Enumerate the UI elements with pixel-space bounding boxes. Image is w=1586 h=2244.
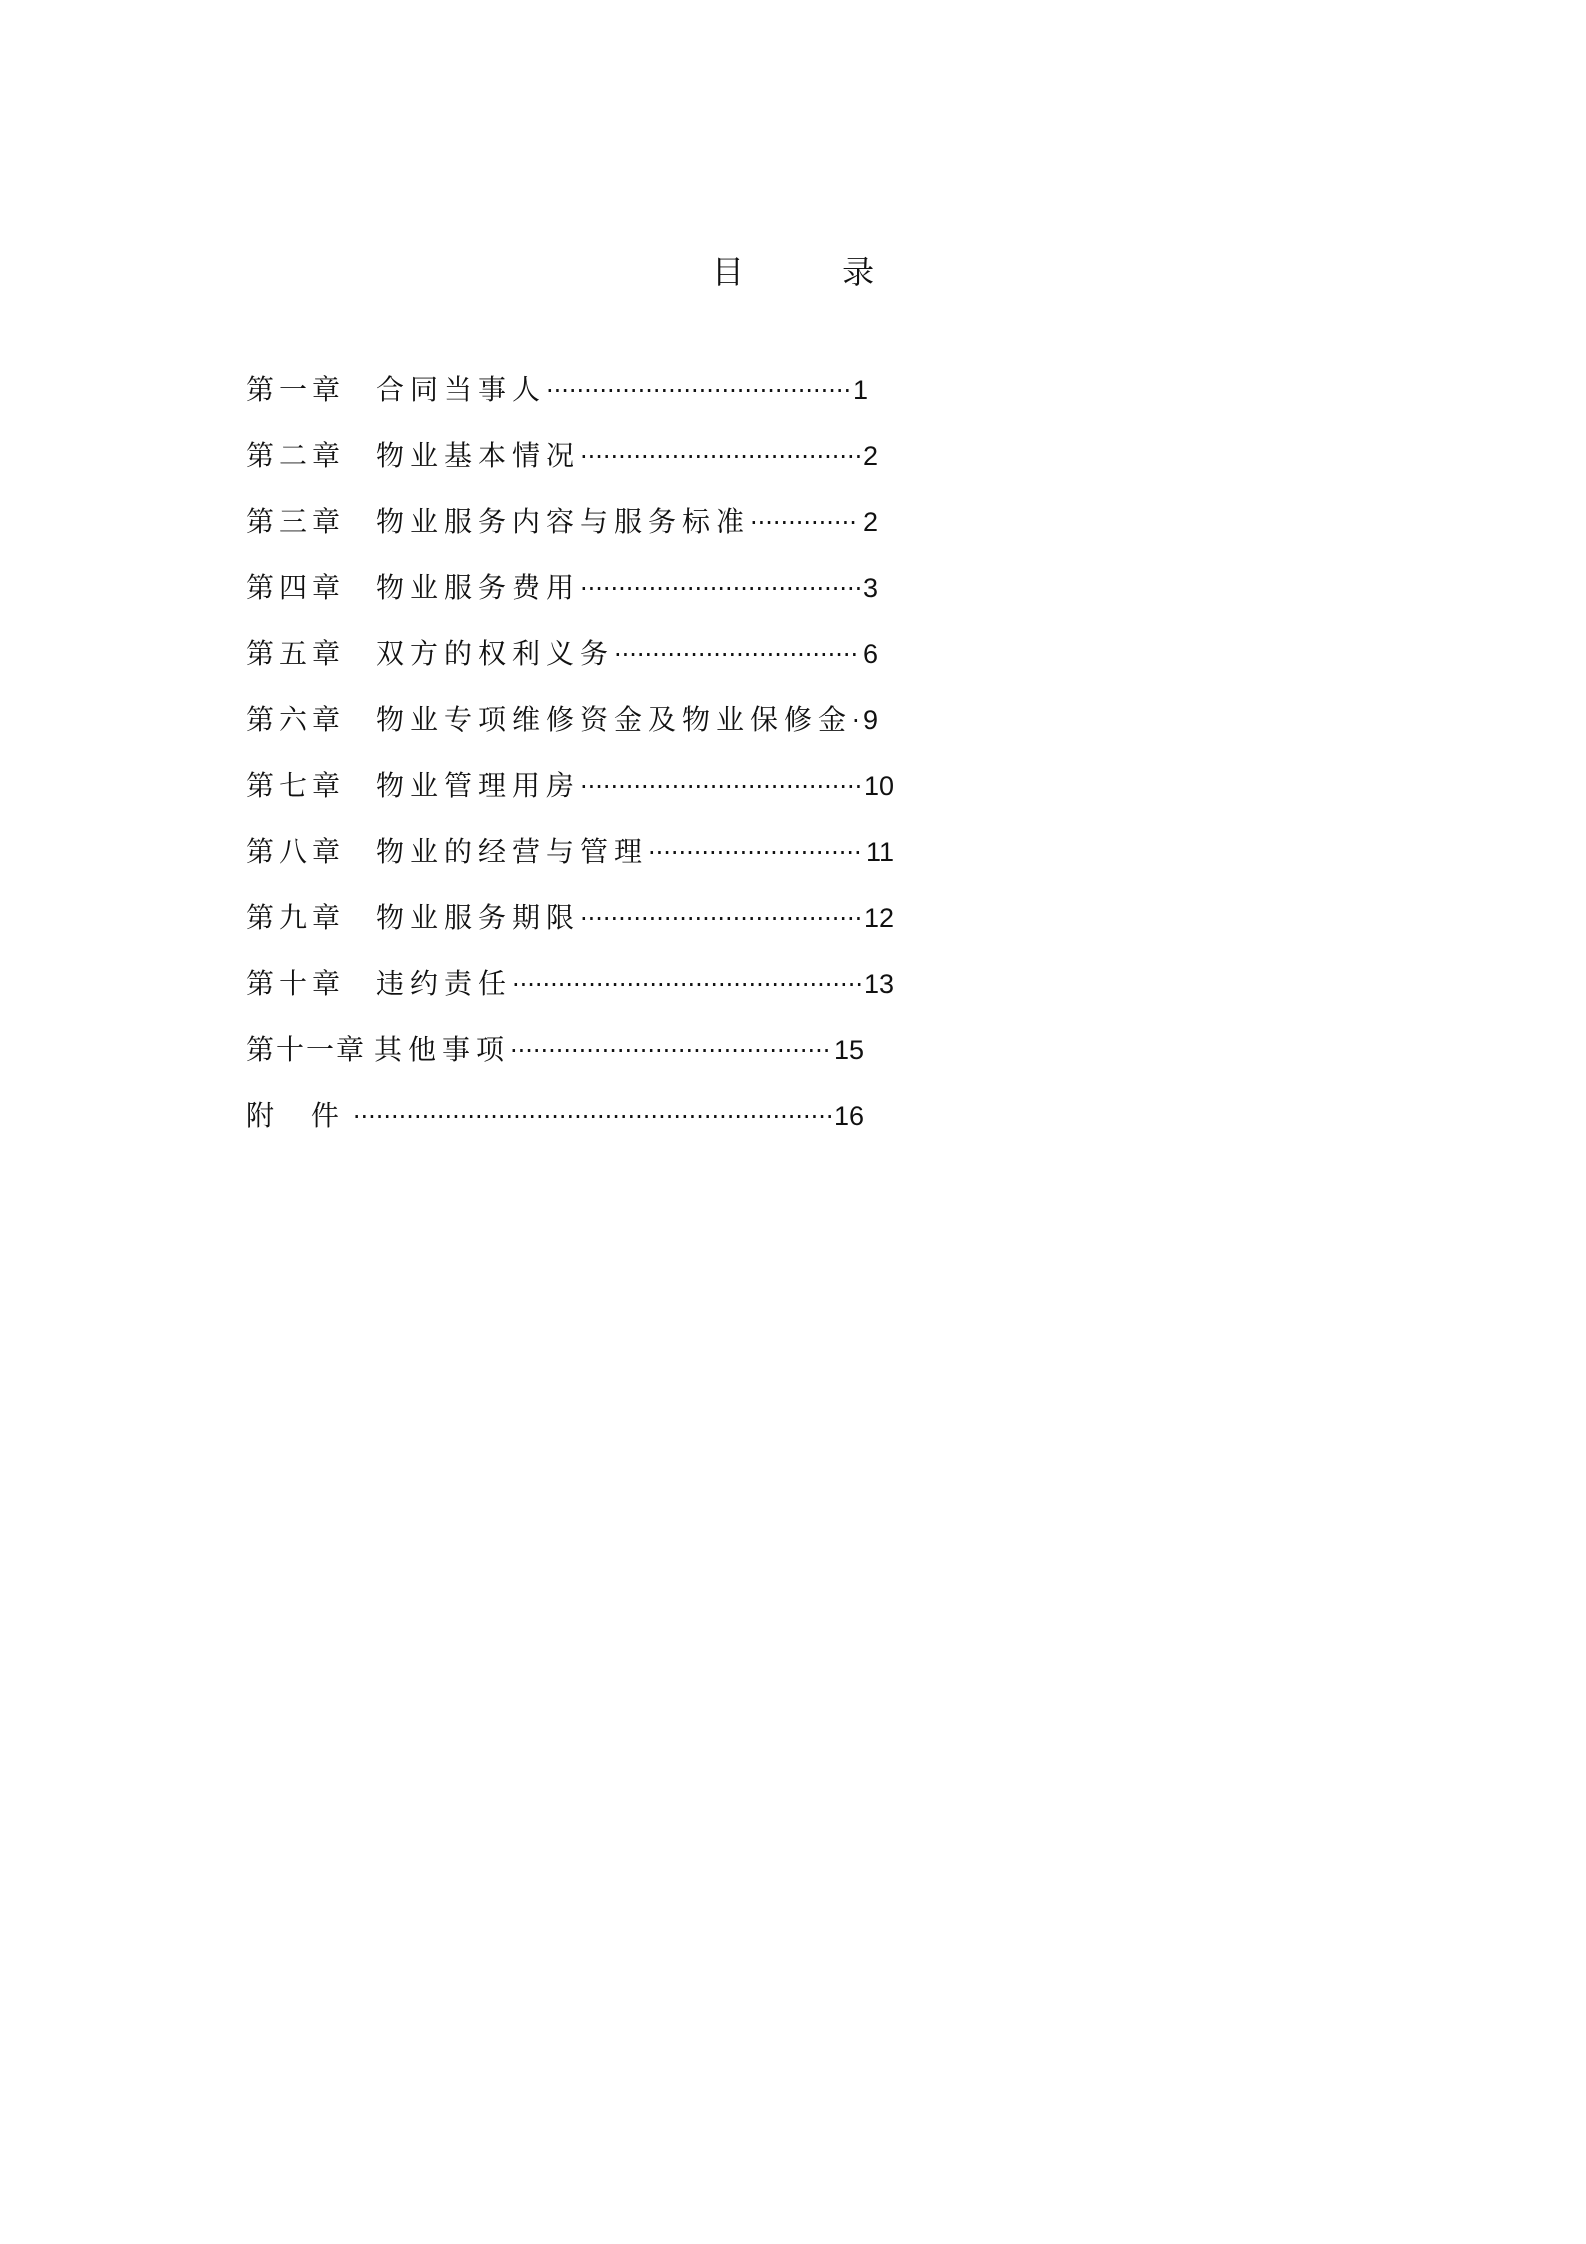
toc-chapter-label: 第六章 xyxy=(246,703,346,736)
toc-chapter-label: 第八章 xyxy=(246,835,346,868)
toc-chapter-label: 第七章 xyxy=(246,769,346,802)
toc-page-number: 6 xyxy=(862,639,878,669)
dot-leader: ·········································· xyxy=(510,1037,831,1065)
dot-leader: ····································· xyxy=(580,443,863,471)
toc-page-number: 2 xyxy=(862,507,878,537)
toc-page-number: 10 xyxy=(863,771,894,801)
dot-leader: ········································ xyxy=(546,377,852,405)
dot-leader: ····································· xyxy=(580,575,863,603)
toc-entry-title: 物业服务内容与服务标准 xyxy=(376,505,751,538)
toc-entry[interactable] xyxy=(246,434,1146,500)
toc-chapter-label: 第十一章 xyxy=(246,1033,367,1066)
toc-page-number: 11 xyxy=(865,837,894,867)
toc-list xyxy=(246,368,1146,1160)
dot-leader: ···························· xyxy=(648,839,862,867)
toc-chapter-label: 第四章 xyxy=(246,571,346,604)
toc-chapter-label: 第二章 xyxy=(246,439,346,472)
toc-entry[interactable] xyxy=(246,698,1146,764)
toc-entry[interactable] xyxy=(246,962,1146,1028)
dot-leader: ·············································· xyxy=(512,971,863,999)
dot-leader: ····································· xyxy=(580,905,863,933)
toc-chapter-label: 第一章 xyxy=(246,373,346,406)
toc-entry-title: 附 件 xyxy=(246,1099,353,1132)
toc-entry-title: 物业基本情况 xyxy=(376,439,581,472)
toc-entry-title: 物业的经营与管理 xyxy=(376,835,649,868)
dot-leader: ································ xyxy=(614,641,859,669)
toc-entry[interactable] xyxy=(246,830,1146,896)
toc-chapter-label: 第三章 xyxy=(246,505,346,538)
toc-page-number: 3 xyxy=(862,573,878,603)
dot-leader: ······························································· xyxy=(352,1103,834,1131)
dot-leader: ·············· xyxy=(750,509,857,537)
toc-page-number: 2 xyxy=(862,441,878,471)
toc-entry-title: 物业专项维修资金及物业保修金 xyxy=(376,703,853,736)
dot-leader: · xyxy=(852,707,860,735)
toc-entry[interactable] xyxy=(246,764,1146,830)
toc-entry[interactable] xyxy=(246,566,1146,632)
toc-entry-title: 物业服务费用 xyxy=(376,571,581,604)
toc-chapter-label: 第九章 xyxy=(246,901,346,934)
toc-entry[interactable] xyxy=(246,368,1146,434)
toc-page-number: 1 xyxy=(852,375,868,405)
toc-page-number: 12 xyxy=(863,903,894,933)
dot-leader: ····································· xyxy=(580,773,863,801)
toc-entry-title: 其他事项 xyxy=(374,1033,511,1066)
toc-entry[interactable] xyxy=(246,632,1146,698)
toc-entry-title: 合同当事人 xyxy=(376,373,547,406)
toc-chapter-label: 第五章 xyxy=(246,637,346,670)
toc-entry-title: 物业管理用房 xyxy=(376,769,581,802)
toc-entry[interactable] xyxy=(246,1028,1146,1094)
toc-page-number: 13 xyxy=(863,969,894,999)
toc-page-number: 15 xyxy=(833,1035,864,1065)
toc-entry-title: 违约责任 xyxy=(376,967,513,1000)
toc-page-number: 9 xyxy=(862,705,878,735)
toc-entry[interactable] xyxy=(246,1094,1146,1160)
toc-page-number: 16 xyxy=(833,1101,864,1131)
toc-entry-title: 双方的权利义务 xyxy=(376,637,615,670)
toc-chapter-label: 第十章 xyxy=(246,967,346,1000)
toc-title: 目 录 xyxy=(711,253,919,291)
toc-entry[interactable] xyxy=(246,896,1146,962)
toc-entry[interactable] xyxy=(246,500,1146,566)
toc-entry-title: 物业服务期限 xyxy=(376,901,581,934)
